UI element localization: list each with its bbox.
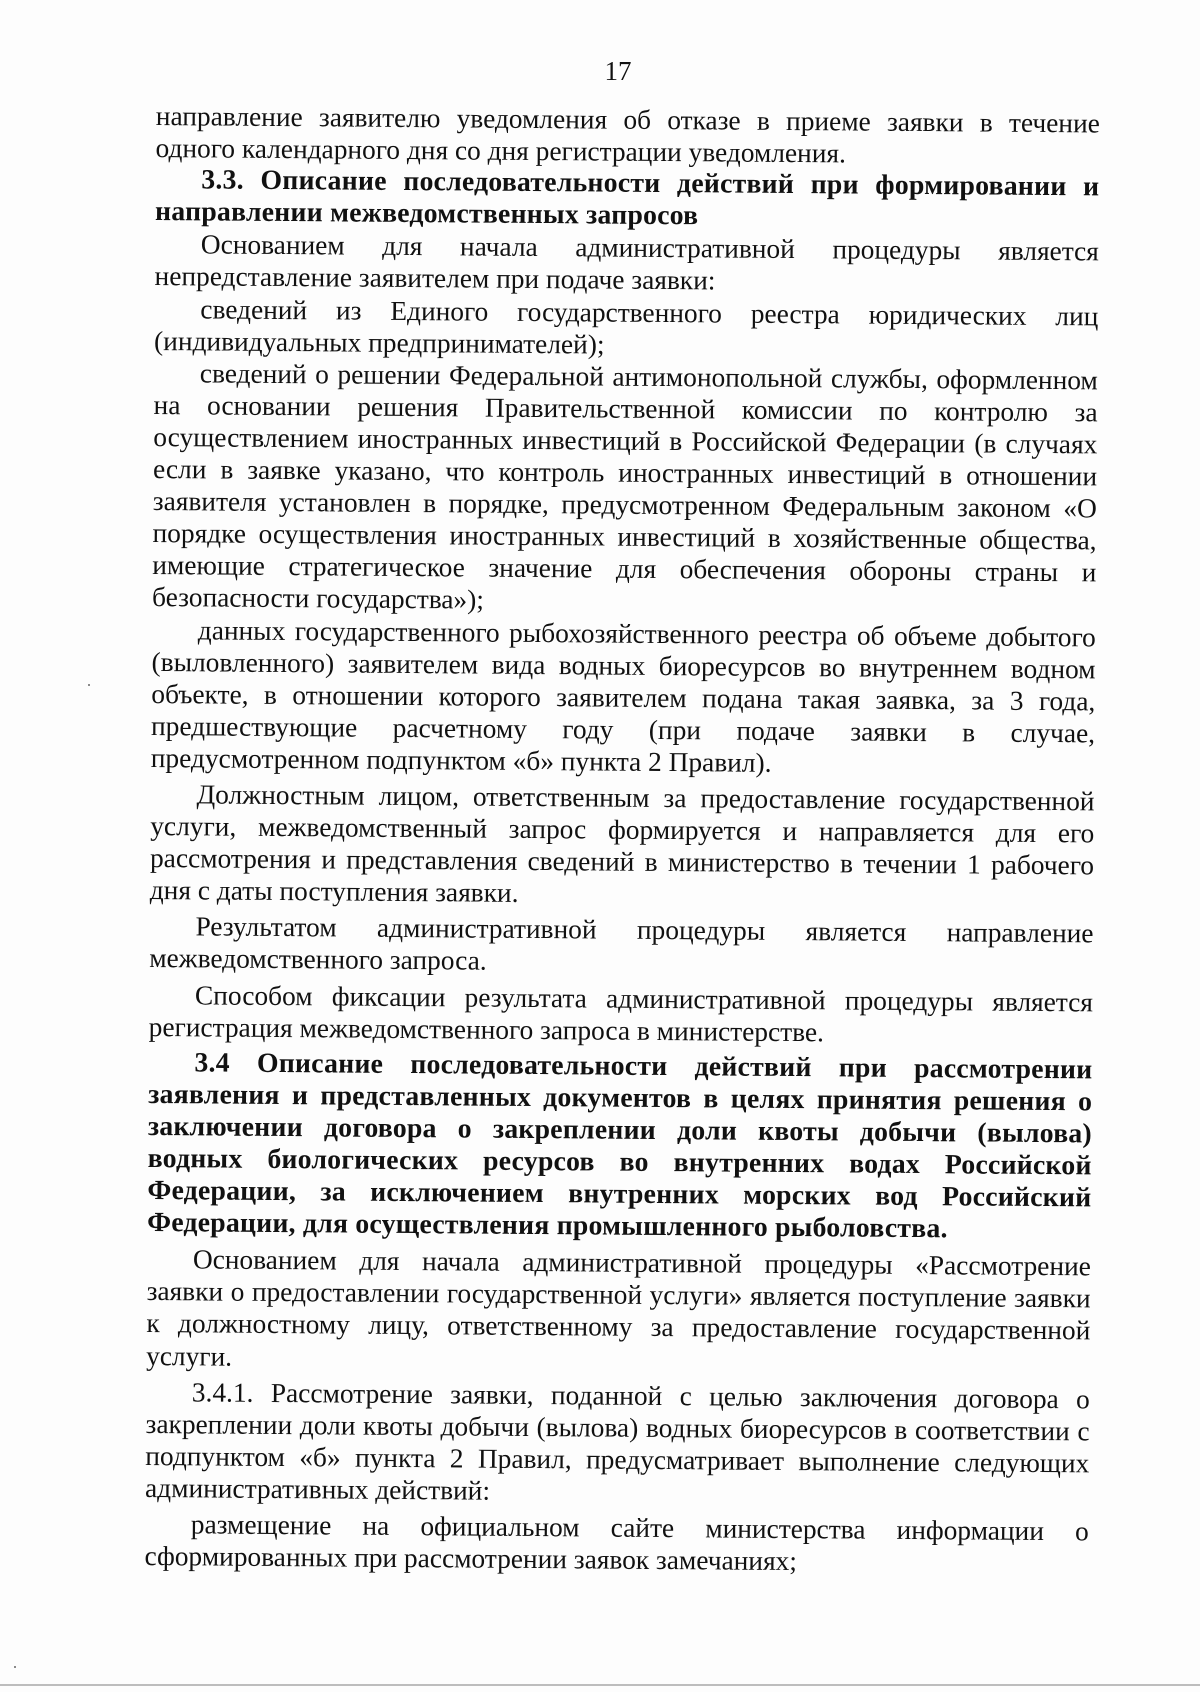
- paragraph: Результатом административной процедуры является направление межведомственного запроса.: [149, 911, 1094, 977]
- document-body: [144, 100, 1100, 1580]
- paragraph: Способом фиксации результата административной процедуры является регистрация межведомственного запроса в министерстве.: [148, 979, 1094, 1047]
- paragraph: 3.4.1. Рассмотрение заявки, поданной с целью заключения договора о закреплении доли квоты добычи (вылова) водных биоресурсов в соответствии с подпунктом «б» пункта 2 Правил, предусматривает выполнение следующих административных действий:: [144, 1376, 1090, 1506]
- list-item: сведений из Единого государственного реестра юридических лиц (индивидуальных предпринимателей);: [153, 293, 1099, 360]
- section-heading-3-4: 3.4 Описание последовательности действий при рассмотрении заявления и представленных документов в целях принятия решения о заключении договора о закреплении доли квоты добычи (вылова) водных биологических ресурсов во внутренних водах Российской Федерации, за исключением внутренних морских вод Российский Федерации, для осуществления промышленного рыболовства.: [147, 1047, 1093, 1245]
- page-number: 17: [604, 56, 632, 86]
- list-item: данных государственного рыбохозяйственного реестра об объеме добытого (выловленного) заявителем вида водных биоресурсов во внутреннем водном объекте, в отношении которого заявителем подана такая заявка, за 3 года, предшествующие расчетному году (при подаче заявки в случае, предусмотренном подпунктом «б» пункта 2 Правил).: [150, 614, 1096, 778]
- paragraph: Основанием для начала административной процедуры «Рассмотрение заявки о предоставлении государственной услуги» является поступление заявки к должностному лицу, ответственному за предоставление государственной услуги.: [146, 1244, 1091, 1372]
- paragraph: Должностным лицом, ответственным за предоставление государственной услуги, межведомственный запрос формируется и направляется для его рассмотрения и представления сведений в министерство в течении 1 рабочего дня с даты поступления заявки.: [149, 779, 1095, 909]
- list-item: размещение на официальном сайте министерства информации о сформированных при рассмотрении заявок замечаниях;: [144, 1509, 1089, 1577]
- section-heading-3-3: 3.3. Описание последовательности действий при формировании и направлении межведомственных запросов: [155, 164, 1100, 232]
- list-item: сведений о решении Федеральной антимонопольной службы, оформленном на основании решения Правительственной комиссии по контролю за осуществлением иностранных инвестиций в Российской Федерации (в случаях если в заявке указано, что контроль иностранных инвестиций в отношении заявителя установлен в порядке, предусмотренном Федеральным законом «О порядке осуществления иностранных инвестиций в хозяйственные общества, имеющие стратегическое значение для обеспечения обороны страны и безопасности государства»);: [151, 358, 1098, 615]
- scan-speck: [14, 1666, 16, 1668]
- paragraph: направление заявителю уведомления об отказе в приеме заявки в течение одного календарного дня со дня регистрации уведомления.: [155, 100, 1100, 169]
- paragraph: Основанием для начала административной процедуры является непредставление заявителем при подаче заявки:: [154, 229, 1099, 296]
- scan-speck: [88, 684, 90, 686]
- scan-edge: [0, 1684, 1200, 1686]
